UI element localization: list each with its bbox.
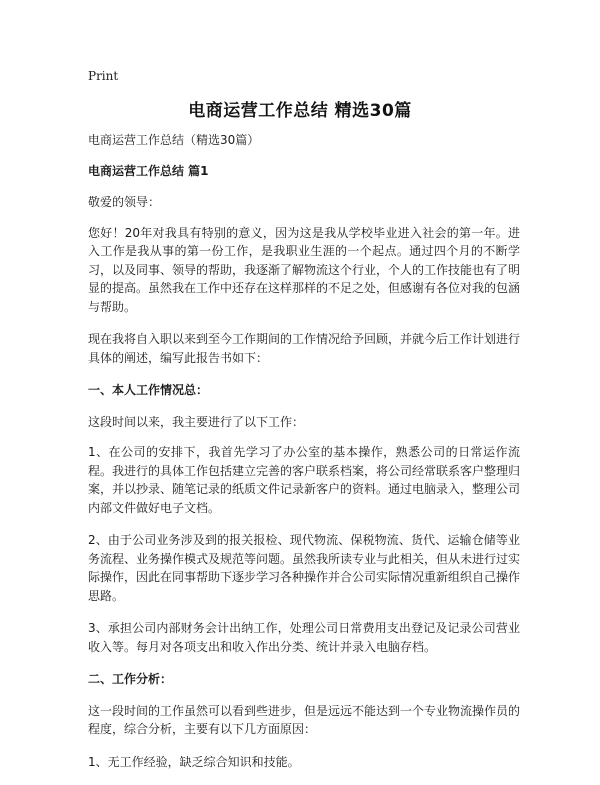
- section-heading: 电商运营工作总结 篇1: [88, 163, 209, 178]
- heading-work-summary: 一、本人工作情况总：: [88, 383, 209, 397]
- print-label[interactable]: Print: [88, 69, 119, 83]
- list-item: 2、由于公司业务涉及到的报关报检、现代物流、保税物流、货代、运输仓储等业务流程、业务操作模式及规范等问题。虽然我所读专业与此相关，但从未进行过实际操作，因此在同事帮助下逐步学习各种操作并合公司实际情况重新组织自己操作思路。: [88, 533, 521, 603]
- document-subtitle: 电商运营工作总结（精选30篇）: [88, 133, 260, 147]
- heading-work-analysis: 二、工作分析：: [88, 672, 173, 686]
- document-body: [88, 131, 520, 785]
- greeting: 敬爱的领导：: [88, 195, 161, 209]
- list-item: 3、承担公司内部财务会计出纳工作，处理公司日常费用支出登记及记录公司营业收入等。每月对各项支出和收入作出分类、统计并录入电脑存档。: [88, 621, 520, 654]
- paragraph: 现在我将自入职以来到至今工作期间的工作情况给予回顾，并就今后工作计划进行具体的阐述，编写此报告书如下：: [88, 332, 521, 365]
- list-item: 1、在公司的安排下，我首先学习了办公室的基本操作，熟悉公司的日常运作流程。我进行的具体工作包括建立完善的客户联系档案，将公司经常联系客户整理归案，并以抄录、随笔记录的纸质文件记录新客户的资料。通过电脑录入，整理公司内部文件做好电子文档。: [88, 445, 521, 515]
- document-title: 电商运营工作总结 精选30篇: [188, 101, 412, 121]
- intro-work-analysis: 这一段时间的工作虽然可以看到些进步，但是远远不能达到一个专业物流操作员的程度，综合分析，主要有以下几方面原因：: [88, 703, 521, 736]
- paragraph: 您好！20年对我具有特别的意义，因为这是我从学校毕业进入社会的第一年。进入工作是我从事的第一份工作，是我职业生涯的一个起点。通过四个月的不断学习，以及同事、领导的帮助，我逐渐了解物流这个行业，个人的工作技能也有了明显的提高。虽然我在工作中还存在这样那样的不足之处，但感谢有各位对我的包涵与帮助。: [88, 225, 521, 314]
- intro-work-summary: 这段时间以来，我主要进行了以下工作：: [88, 414, 305, 429]
- list-item: 1、无工作经验，缺乏综合知识和技能。: [88, 754, 300, 769]
